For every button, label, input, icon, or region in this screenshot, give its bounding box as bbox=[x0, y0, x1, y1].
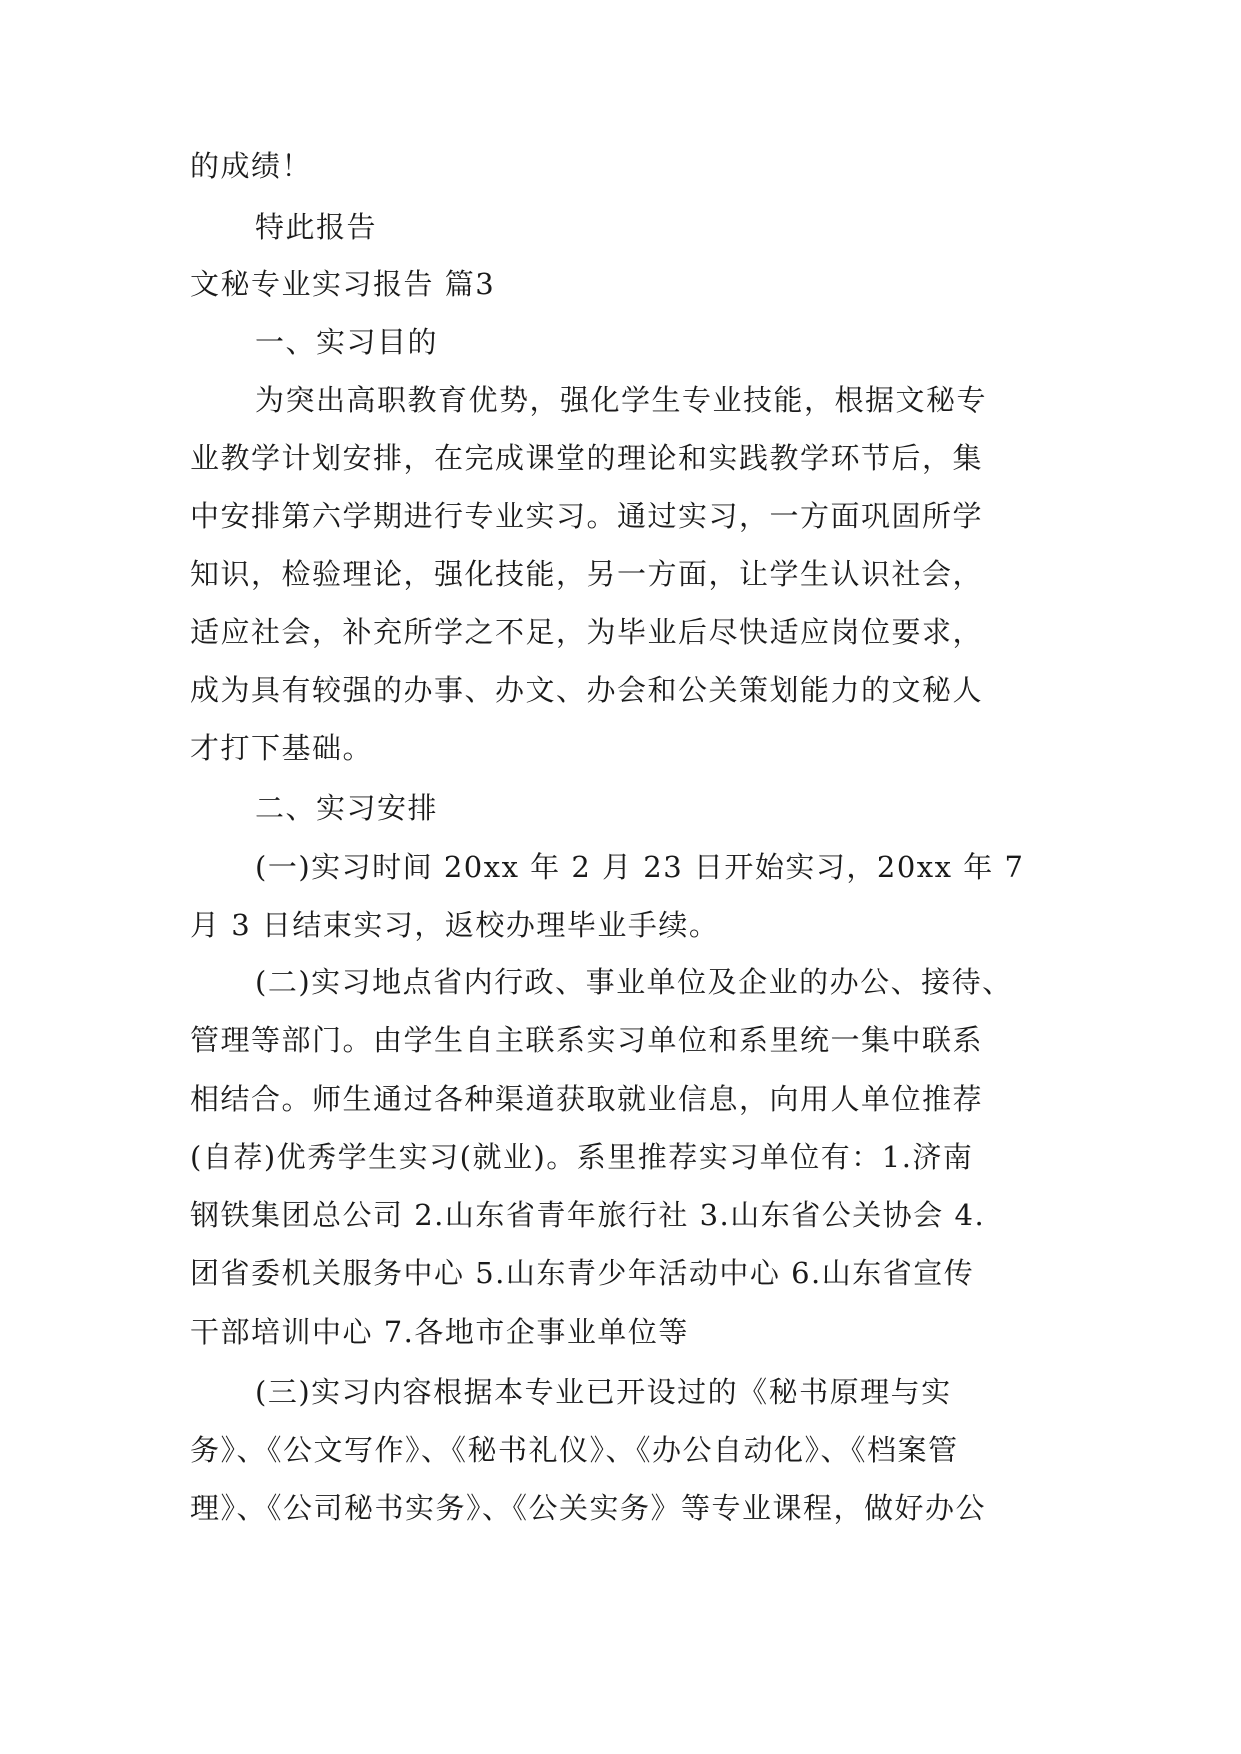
text-line: 为突出高职教育优势，强化学生专业技能，根据文秘专 bbox=[255, 383, 988, 417]
text-line: 务》、《公文写作》、《秘书礼仪》、《办公自动化》、《档案管 bbox=[190, 1433, 959, 1467]
text-line: 的成绩！ bbox=[190, 149, 313, 183]
text-line: 适应社会，补充所学之不足，为毕业后尽快适应岗位要求， bbox=[190, 615, 984, 649]
section-title: 文秘专业实习报告 篇3 bbox=[190, 267, 496, 301]
text-line: 中安排第六学期进行专业实习。通过实习，一方面巩固所学 bbox=[190, 499, 984, 533]
text-line: 知识，检验理论，强化技能，另一方面，让学生认识社会， bbox=[190, 557, 984, 591]
heading-2: 二、实习安排 bbox=[255, 791, 439, 825]
text-line: 成为具有较强的办事、办文、办会和公关策划能力的文秘人 bbox=[190, 673, 984, 707]
text-line: 管理等部门。由学生自主联系实习单位和系里统一集中联系 bbox=[190, 1023, 984, 1057]
text-line: (三)实习内容根据本专业已开设过的《秘书原理与实 bbox=[255, 1375, 952, 1409]
text-line: 钢铁集团总公司 2.山东省青年旅行社 3.山东省公关协会 4. bbox=[190, 1198, 986, 1232]
text-line: 理》、《公司秘书实务》、《公关实务》等专业课程，做好办公 bbox=[190, 1491, 987, 1525]
heading-1: 一、实习目的 bbox=[255, 325, 439, 359]
text-line: 相结合。师生通过各种渠道获取就业信息，向用人单位推荐 bbox=[190, 1082, 984, 1116]
text-line: (一)实习时间 20xx 年 2 月 23 日开始实习，20xx 年 7 bbox=[255, 850, 1025, 884]
text-line: 团省委机关服务中心 5.山东青少年活动中心 6.山东省宣传 bbox=[190, 1256, 975, 1290]
text-line: 业教学计划安排，在完成课堂的理论和实践教学环节后，集 bbox=[190, 441, 984, 475]
text-line: 才打下基础。 bbox=[190, 731, 374, 765]
text-line: (自荐)优秀学生实习(就业)。系里推荐实习单位有：1.济南 bbox=[190, 1140, 974, 1174]
text-line: 月 3 日结束实习，返校办理毕业手续。 bbox=[190, 908, 720, 942]
text-line: (二)实习地点省内行政、事业单位及企业的办公、接待、 bbox=[255, 965, 1013, 999]
text-line: 干部培训中心 7.各地市企事业单位等 bbox=[190, 1315, 689, 1349]
text-line: 特此报告 bbox=[255, 210, 378, 244]
